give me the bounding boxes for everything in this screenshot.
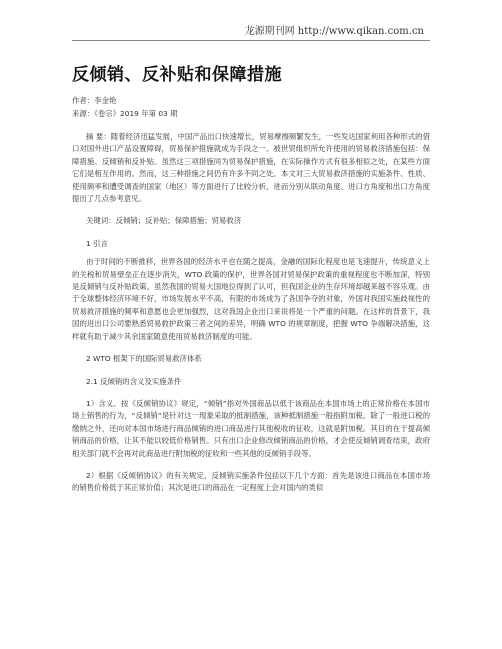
- article-source: 来源：《卷宗》2019 年第 03 期: [72, 109, 178, 118]
- section-2-1-paragraph-1: 1）含义。按《反倾销协议》规定，“倾销”指对外国商品以低于该商品在本国市场上的正常价格在本国市场上销售的行为，“反倾销”是针对这一现象采取的抵制措施，该种抵制措施一般指附加税。除了一般进口税的缴纳之外，还向对本国市场进行商品倾销的进口商品进行其他税收的征收，这就是附加税。其目的在于提高倾销商品的价格，让其不能以较低价格销售。只有出口企业修改倾销商品的价格，才会使反倾销调查结束，政府相关部门就不会再对此商品进行附加税的征收和一些其他的反倾销手段等。: [72, 398, 430, 458]
- article-body: [72, 60, 430, 495]
- article-keywords: 关键词：反倾销；反补贴；保障措施；贸易救济: [86, 216, 242, 226]
- article-author: 作者：李金艳: [72, 96, 117, 105]
- section-2-1-paragraph-2: 2）根据《反倾销协议》的有关规定，反倾销实施条件包括以下几个方面：首先是该进口商品在本国市场的销售价格低于其正常价值；其次是进口的商品在一定程度上会对国内的类似: [72, 470, 430, 493]
- section-1-heading: 1 引言: [86, 238, 108, 248]
- article-abstract: 摘 要：随着经济迅猛发展，中国产品出口快速增长，贸易摩擦频繁发生，一些发达国家利用各种形式的借口对国外进口产品设置障碍，贸易保护措施就成为手段之一。被世贸组织所允许使用的贸易救济措施包括：保障措施、反倾销和反补贴。虽然这三项措施同为贸易保护措施，在实际操作方式有很多相似之处，在某些方面它们是相互作用的。然而，这三种措施之间仍有许多不同之处。本文对三大贸易救济措施的实施条件、性质、使用频率和遭受调查的国家（地区）等方面进行了比较分析，进而分别从联动角度、进口方角度和出口方角度提出了几点参考意见。: [72, 132, 430, 204]
- article-title: 反倾销、反补贴和保障措施: [72, 65, 282, 85]
- header-divider: [72, 40, 430, 41]
- section-1-paragraph: 由于时间的不断推移，世界各国的经济水平也在随之提高，金融的国际化程度也是飞速提升，传统意义上的关税和贸易壁垒正在逐步消失，WTO 政策的保护，世界各国对贸易保护政策的重视程度也不断加深，特别是反倾销与反补贴政策。虽然我国的贸易大国地位得到了认可，但我国企业的生存环境却越来越不容乐观。由于全球整体经济环境不好，市场发展水平不高，有限的市场成为了各国争夺的对象，外国对我国实施歧视性的贸易救济措施的频率和意愿也会更加强烈，这对我国企业出口来说将是一个严重的问题。在这样的背景下，我国的进出口公司要熟悉贸易救护政策三者之间的差异，明确 WTO 的规章制度，把握 WTO 争端解决措施，这样就有助于减少其余国家随意使用贸易救济制度的可能。: [72, 257, 430, 341]
- site-header: 龙源期刊网 http://www.qikan.com.cn: [244, 26, 424, 37]
- section-2-heading: 2 WTO 框架下的国际贸易救济体系: [86, 354, 202, 364]
- section-2-1-heading: 2.1 反倾销的含义及实施条件: [86, 376, 182, 386]
